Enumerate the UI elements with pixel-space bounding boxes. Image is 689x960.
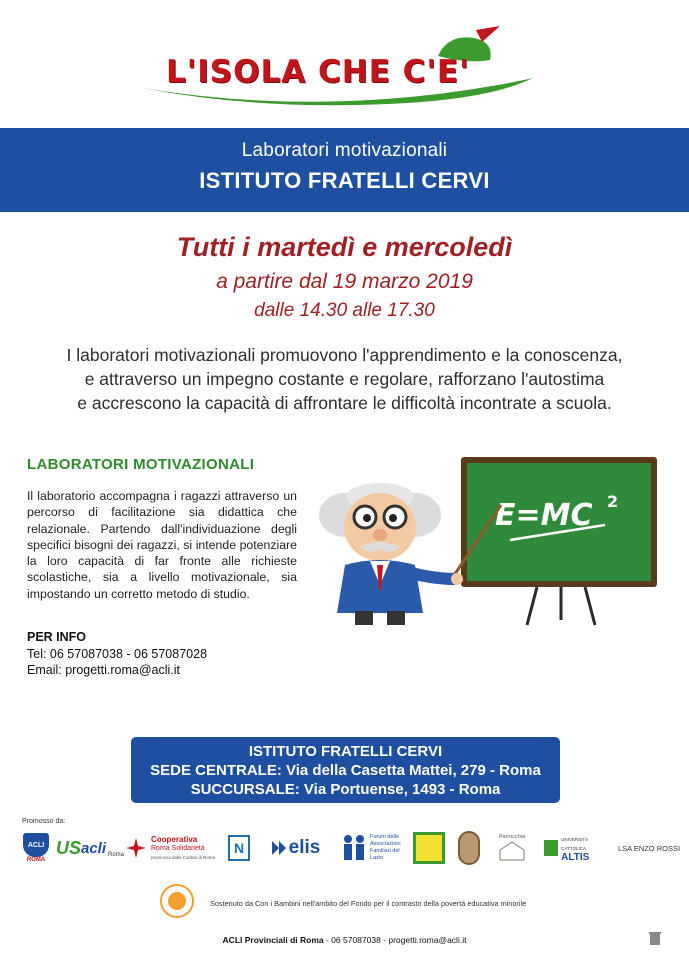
professor-illustration <box>315 455 665 630</box>
forum-line: Familiari del <box>370 848 400 854</box>
lab-description: Il laboratorio accompagna i ragazzi attraverso un percorso di facilitazione sia didattica che relazionale. Partendo dall'individuazione degli specifici bisogni dei ragazzi, si intende potenziare la loro capacità di far fronte alle richieste scolastiche, sia a livello motivazionale, sia impostando un corretto metodo di studio. <box>27 489 297 601</box>
schedule-hours: dalle 14.30 alle 17.30 <box>254 300 435 321</box>
saint-medallion-logo <box>456 828 482 868</box>
green-square-logo <box>412 828 446 868</box>
con-i-bambini-mark-icon <box>168 892 186 910</box>
coop-name: Cooperativa <box>151 834 198 844</box>
saint-medallion-icon <box>458 831 480 865</box>
forum-line: Associazioni <box>370 841 401 847</box>
chalkboard-icon <box>461 457 657 625</box>
address-main-site: SEDE CENTRALE: Via della Casetta Mattei, 279 - Roma <box>150 762 541 779</box>
header-band <box>0 128 689 212</box>
usacli-sub: Roma <box>108 852 125 858</box>
formula-exponent: 2 <box>607 492 619 511</box>
header-subtitle: Laboratori motivazionali <box>241 140 448 161</box>
acli-logo-sub: ROMA <box>26 857 46 863</box>
acli-logo <box>20 828 52 868</box>
green-square-mark <box>413 832 445 864</box>
address-box <box>131 737 560 803</box>
parrocchia-logo <box>488 828 536 868</box>
altis-mark-icon <box>544 840 558 856</box>
usacli-us: US <box>55 837 81 858</box>
lab-title: LABORATORI MOTIVAZIONALI <box>27 456 255 473</box>
forum-logo <box>342 828 404 868</box>
footer <box>0 935 689 945</box>
intro-line: e accrescono la capacità di affrontare le difficoltà incontrate a scuola. <box>77 393 612 413</box>
lsa-logo <box>616 828 682 868</box>
forum-line: Lazio <box>370 855 384 861</box>
formula-text: E=MC <box>495 498 593 533</box>
intro-line: I laboratori motivazionali promuovono l'apprendimento e la conoscenza, <box>66 345 623 365</box>
coop-logo <box>124 828 220 868</box>
logo <box>138 26 558 108</box>
footer-org: ACLI Provinciali di Roma <box>222 935 324 945</box>
elis-logo <box>262 828 330 868</box>
address-branch: SUCCURSALE: Via Portuense, 1493 - Roma <box>190 781 501 798</box>
elis-mark-icon <box>272 841 286 855</box>
intro-paragraph <box>14 343 675 415</box>
logo-text: L'ISOLA CHE C'E' <box>166 54 470 90</box>
usacli-logo <box>55 828 125 868</box>
footer-contacts: - 06 57087038 - progetti.roma@acli.it <box>323 935 467 945</box>
elis-text: elis <box>288 837 321 858</box>
altis-name: ALTIS <box>561 851 590 863</box>
schedule-start: a partire dal 19 marzo 2019 <box>216 270 473 293</box>
coop-cross-icon <box>124 836 148 860</box>
lsa-text: LSA ENZO ROSSI <box>617 843 681 853</box>
family-icon <box>342 834 368 862</box>
usacli-acli: acli <box>80 839 107 857</box>
altis-university: UNIVERSITÀ CATTOLICA <box>561 836 589 851</box>
header-title: ISTITUTO FRATELLI CERVI <box>199 168 490 193</box>
info-title: PER INFO <box>27 630 87 644</box>
n-logo <box>226 828 252 868</box>
altis-logo <box>544 828 608 868</box>
n-logo-mark: N <box>228 835 250 861</box>
church-icon <box>496 840 528 862</box>
intro-line: e attraverso un impegno costante e regolare, rafforzano l'autostima <box>84 369 605 389</box>
coop-name-3: promossa dalla Caritas di Roma <box>151 854 216 860</box>
recycle-bin-icon <box>648 930 662 946</box>
professor-icon <box>319 483 463 625</box>
info-phone: Tel: 06 57087038 - 06 57087028 <box>27 647 208 661</box>
schedule-days: Tutti i martedì e mercoledì <box>176 232 513 262</box>
address-school: ISTITUTO FRATELLI CERVI <box>248 743 443 760</box>
coop-name-2: Roma Solidarietà <box>151 844 205 852</box>
forum-line: Forum delle <box>370 834 400 840</box>
support-text: Sostenuto da Con i Bambini nell'ambito del Fondo per il contrasto della povertà educativa minorile <box>210 899 527 908</box>
parrocchia-text: Parrocchia <box>498 834 526 840</box>
promoters-logos <box>0 828 689 872</box>
info-email: Email: progetti.roma@acli.it <box>27 663 181 677</box>
promoters-label: Promosso da: <box>22 818 66 825</box>
acli-logo-mark: ACLI <box>23 833 49 857</box>
con-i-bambini-logo <box>160 884 194 918</box>
